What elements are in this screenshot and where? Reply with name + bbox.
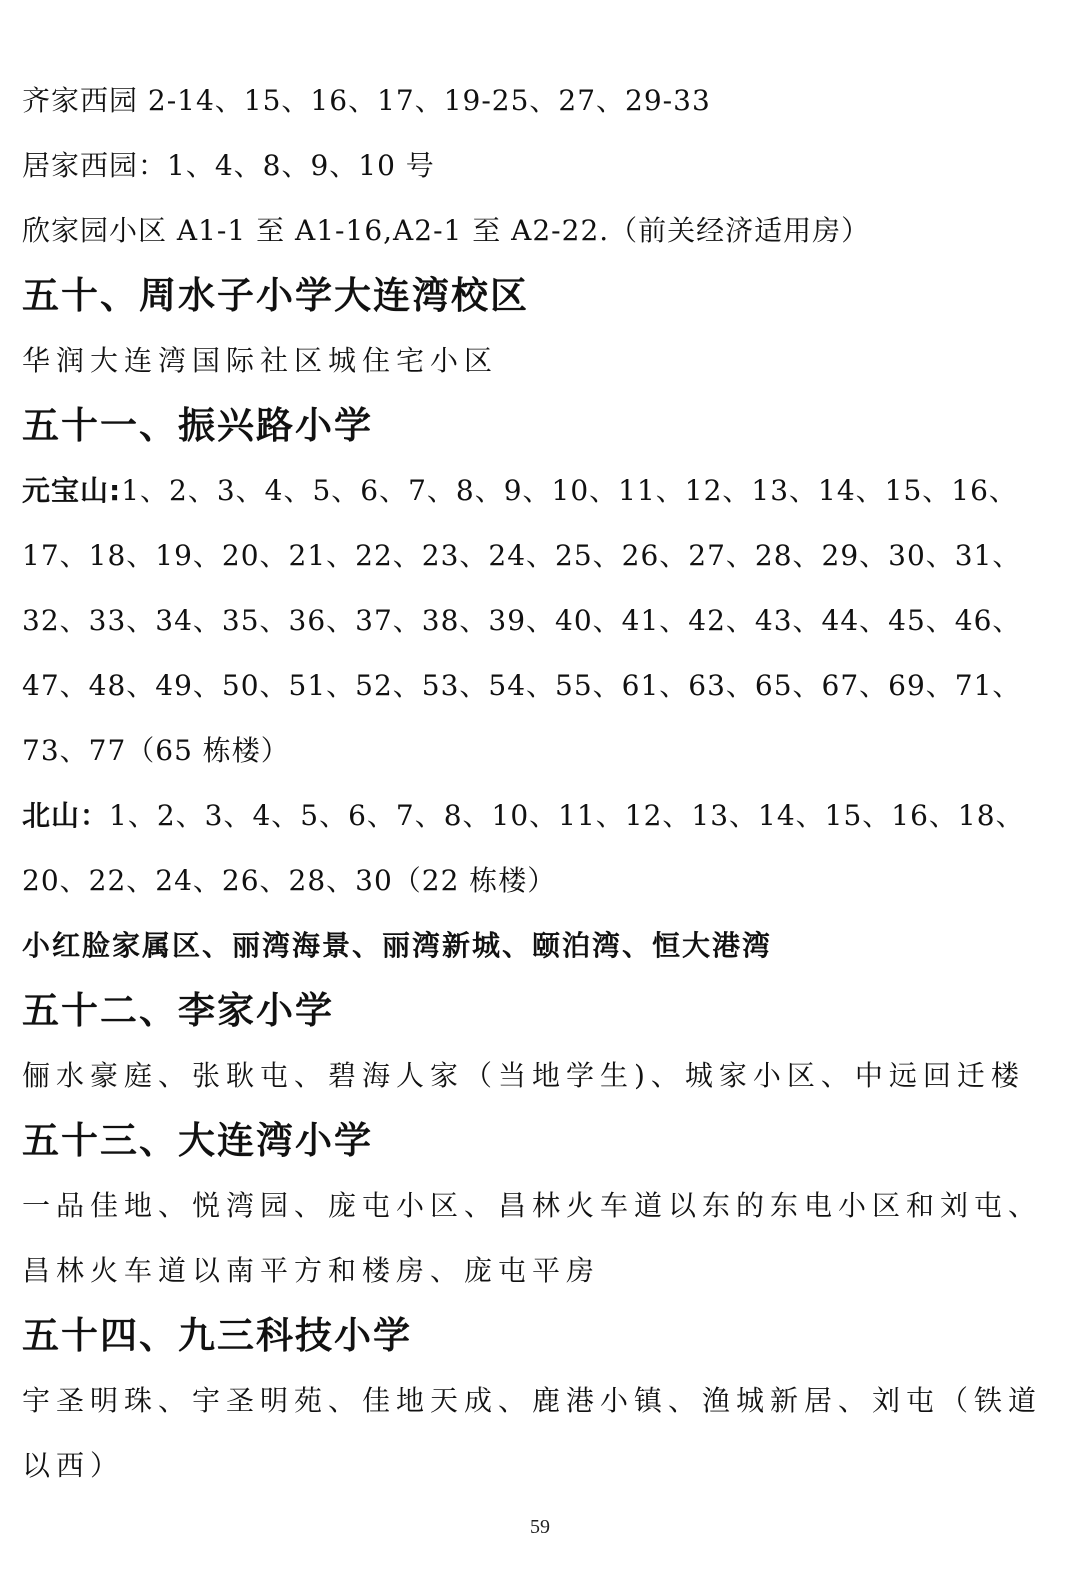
text-line-yuanbaoshan-1 <box>22 458 1062 523</box>
text-line-yuanbaoshan-2: 17、18、19、20、21、22、23、24、25、26、27、28、29、30、31、 <box>22 539 1022 572</box>
text-line-jujia-xiyuan: 居家西园：1、4、8、9、10 号 <box>22 149 435 182</box>
label-beishan: 北山： <box>22 799 110 832</box>
text-line-xinjiayuan: 欣家园小区 A1-1 至 A1-16,A2-1 至 A2-22.（前关经济适用房） <box>22 214 871 247</box>
text-line-s53-1: 一品佳地、悦湾园、庞屯小区、昌林火车道以东的东电小区和刘屯、 <box>22 1189 1043 1222</box>
beishan-numbers-1: 1、2、3、4、5、6、7、8、10、11、12、13、14、15、16、18、 <box>109 799 1025 832</box>
text-line-s50-1: 华润大连湾国际社区城住宅小区 <box>22 344 499 377</box>
yuanbaoshan-numbers-1: 1、2、3、4、5、6、7、8、9、10、11、12、13、14、15、16、 <box>121 474 1018 507</box>
text-line-s54-2: 以西） <box>22 1449 125 1482</box>
text-line-s54-1: 宇圣明珠、宇圣明苑、佳地天成、鹿港小镇、渔城新居、刘屯（铁道 <box>22 1384 1043 1417</box>
section-heading-54: 五十四、九三科技小学 <box>22 1314 412 1357</box>
text-line-qijia-xiyuan: 齐家西园 2-14、15、16、17、19-25、27、29-33 <box>22 84 711 117</box>
document-page <box>22 68 1062 1498</box>
text-line-s52-1: 俪水豪庭、张耿屯、碧海人家（当地学生)、城家小区、中远回迁楼 <box>22 1059 1025 1092</box>
text-line-beishan-2: 20、22、24、26、28、30（22 栋楼） <box>22 864 557 897</box>
section-heading-53: 五十三、大连湾小学 <box>22 1119 373 1162</box>
section-heading-50: 五十、周水子小学大连湾校区 <box>22 274 529 317</box>
page-number: 59 <box>530 1516 550 1538</box>
text-line-s53-2: 昌林火车道以南平方和楼房、庞屯平房 <box>22 1254 601 1287</box>
text-line-bold-communities: 小红脸家属区、丽湾海景、丽湾新城、颐泊湾、恒大港湾 <box>22 929 773 962</box>
section-heading-52: 五十二、李家小学 <box>22 989 334 1032</box>
text-line-yuanbaoshan-5: 73、77（65 栋楼） <box>22 734 290 767</box>
text-line-yuanbaoshan-3: 32、33、34、35、36、37、38、39、40、41、42、43、44、45、46、 <box>22 604 1022 637</box>
label-yuanbaoshan: 元宝山: <box>22 474 122 507</box>
section-heading-51: 五十一、振兴路小学 <box>22 404 373 447</box>
text-line-beishan-1 <box>22 783 1062 848</box>
text-line-yuanbaoshan-4: 47、48、49、50、51、52、53、54、55、61、63、65、67、69、71、 <box>22 669 1022 702</box>
